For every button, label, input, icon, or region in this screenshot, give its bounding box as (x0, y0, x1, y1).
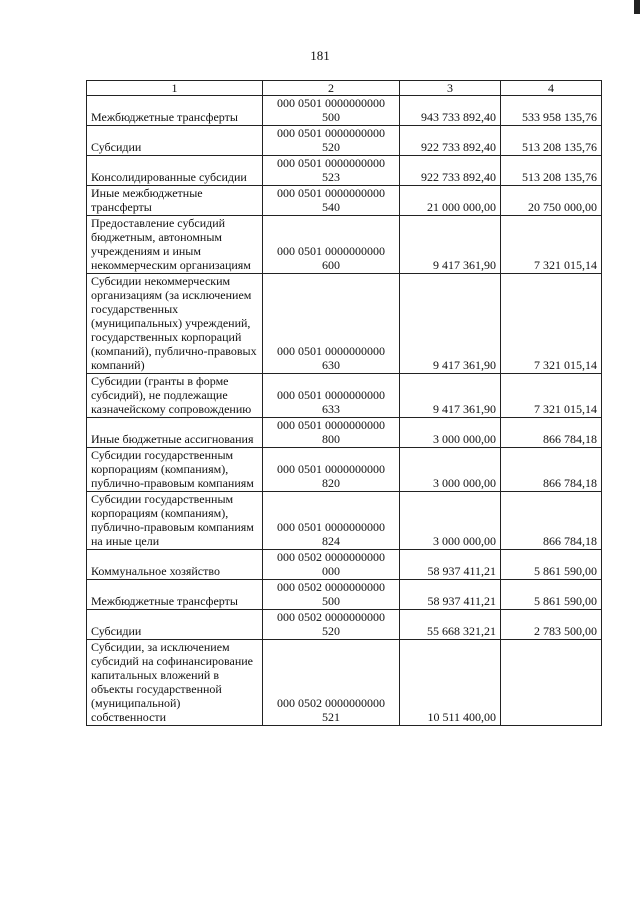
row-amount-4-cell: 7 321 015,14 (501, 374, 602, 418)
table-row (87, 550, 602, 580)
row-name-cell: Межбюджетные трансферты (87, 96, 263, 126)
row-name-cell: Субсидии некоммерческим организациям (за исключением государственных (муниципальных) учреждений, государственных корпораций (компаний), публично-правовых компаний) (87, 274, 263, 374)
row-code-cell: 000 0502 0000000000 520 (263, 610, 400, 640)
row-name-cell: Межбюджетные трансферты (87, 580, 263, 610)
budget-table (86, 80, 602, 726)
row-name-cell: Иные межбюджетные трансферты (87, 186, 263, 216)
column-header: 4 (501, 81, 602, 96)
table-row (87, 580, 602, 610)
table-row (87, 96, 602, 126)
table-row (87, 610, 602, 640)
row-amount-4-cell: 7 321 015,14 (501, 274, 602, 374)
row-amount-3-cell: 9 417 361,90 (400, 216, 501, 274)
table-row (87, 156, 602, 186)
row-amount-3-cell: 943 733 892,40 (400, 96, 501, 126)
row-amount-4-cell: 866 784,18 (501, 448, 602, 492)
row-code-cell: 000 0502 0000000000 000 (263, 550, 400, 580)
row-amount-3-cell: 10 511 400,00 (400, 640, 501, 726)
row-amount-3-cell: 922 733 892,40 (400, 156, 501, 186)
row-amount-3-cell: 58 937 411,21 (400, 580, 501, 610)
row-code-cell: 000 0502 0000000000 521 (263, 640, 400, 726)
row-name-cell: Иные бюджетные ассигнования (87, 418, 263, 448)
row-name-cell: Предоставление субсидий бюджетным, автономным учреждениям и иным некоммерческим организациям (87, 216, 263, 274)
row-amount-4-cell: 513 208 135,76 (501, 156, 602, 186)
row-code-cell: 000 0501 0000000000 520 (263, 126, 400, 156)
row-code-cell: 000 0501 0000000000 630 (263, 274, 400, 374)
row-name-cell: Субсидии (87, 126, 263, 156)
page-number: 181 (310, 48, 330, 63)
row-amount-4-cell: 7 321 015,14 (501, 216, 602, 274)
row-code-cell: 000 0501 0000000000 523 (263, 156, 400, 186)
column-header: 3 (400, 81, 501, 96)
row-amount-3-cell: 55 668 321,21 (400, 610, 501, 640)
row-amount-3-cell: 9 417 361,90 (400, 274, 501, 374)
row-amount-4-cell (501, 640, 602, 726)
table-row (87, 216, 602, 274)
row-amount-3-cell: 21 000 000,00 (400, 186, 501, 216)
row-name-cell: Субсидии (87, 610, 263, 640)
row-amount-4-cell: 513 208 135,76 (501, 126, 602, 156)
table-row (87, 640, 602, 726)
row-amount-4-cell: 866 784,18 (501, 418, 602, 448)
row-code-cell: 000 0501 0000000000 500 (263, 96, 400, 126)
table-row (87, 126, 602, 156)
row-name-cell: Коммунальное хозяйство (87, 550, 263, 580)
row-amount-4-cell: 5 861 590,00 (501, 580, 602, 610)
row-code-cell: 000 0501 0000000000 540 (263, 186, 400, 216)
row-name-cell: Субсидии государственным корпорациям (компаниям), публично-правовым компаниям (87, 448, 263, 492)
table-row (87, 186, 602, 216)
column-header: 2 (263, 81, 400, 96)
row-amount-4-cell: 5 861 590,00 (501, 550, 602, 580)
table-header-row (87, 81, 602, 96)
row-name-cell: Субсидии государственным корпорациям (компаниям), публично-правовым компаниям на иные цели (87, 492, 263, 550)
row-code-cell: 000 0501 0000000000 820 (263, 448, 400, 492)
row-amount-4-cell: 533 958 135,76 (501, 96, 602, 126)
row-amount-3-cell: 3 000 000,00 (400, 448, 501, 492)
row-amount-3-cell: 3 000 000,00 (400, 418, 501, 448)
row-name-cell: Субсидии (гранты в форме субсидий), не подлежащие казначейскому сопровождению (87, 374, 263, 418)
table-row (87, 418, 602, 448)
row-amount-3-cell: 9 417 361,90 (400, 374, 501, 418)
row-code-cell: 000 0501 0000000000 600 (263, 216, 400, 274)
page-corner-mark (634, 0, 640, 14)
row-code-cell: 000 0501 0000000000 824 (263, 492, 400, 550)
row-amount-3-cell: 922 733 892,40 (400, 126, 501, 156)
row-amount-4-cell: 866 784,18 (501, 492, 602, 550)
table-row (87, 374, 602, 418)
table-row (87, 492, 602, 550)
row-code-cell: 000 0502 0000000000 500 (263, 580, 400, 610)
table-body (87, 96, 602, 726)
row-code-cell: 000 0501 0000000000 633 (263, 374, 400, 418)
row-code-cell: 000 0501 0000000000 800 (263, 418, 400, 448)
row-name-cell: Консолидированные субсидии (87, 156, 263, 186)
table-row (87, 448, 602, 492)
table-row (87, 274, 602, 374)
row-amount-4-cell: 2 783 500,00 (501, 610, 602, 640)
row-name-cell: Субсидии, за исключением субсидий на софинансирование капитальных вложений в объекты государственной (муниципальной) собственности (87, 640, 263, 726)
column-header: 1 (87, 81, 263, 96)
row-amount-3-cell: 3 000 000,00 (400, 492, 501, 550)
row-amount-4-cell: 20 750 000,00 (501, 186, 602, 216)
row-amount-3-cell: 58 937 411,21 (400, 550, 501, 580)
